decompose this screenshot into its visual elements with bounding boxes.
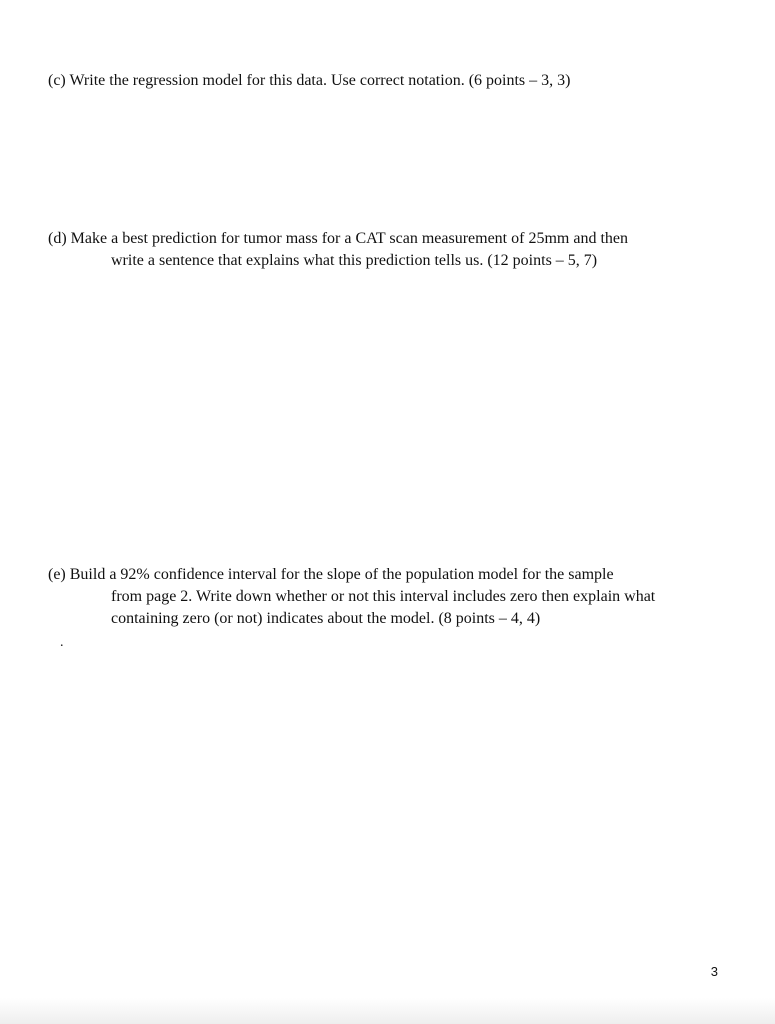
question-c bbox=[48, 70, 708, 92]
question-d bbox=[48, 228, 708, 272]
page-number: 3 bbox=[710, 964, 718, 979]
stray-mark: . bbox=[60, 635, 64, 650]
question-d-line-1: (d) Make a best prediction for tumor mass for a CAT scan measurement of 25mm and then bbox=[48, 230, 628, 247]
question-e-line-1: (e) Build a 92% confidence interval for the slope of the population model for the sample bbox=[48, 566, 614, 583]
question-e-line-2: from page 2. Write down whether or not this interval includes zero then explain what bbox=[111, 588, 656, 605]
bottom-edge-shadow bbox=[0, 998, 775, 1024]
question-e bbox=[48, 564, 708, 630]
question-e-line-3: containing zero (or not) indicates about the model. (8 points – 4, 4) bbox=[111, 610, 541, 627]
question-d-line-2: write a sentence that explains what this prediction tells us. (12 points – 5, 7) bbox=[111, 252, 598, 269]
question-c-line-1: (c) Write the regression model for this data. Use correct notation. (6 points – 3, 3) bbox=[48, 72, 571, 89]
